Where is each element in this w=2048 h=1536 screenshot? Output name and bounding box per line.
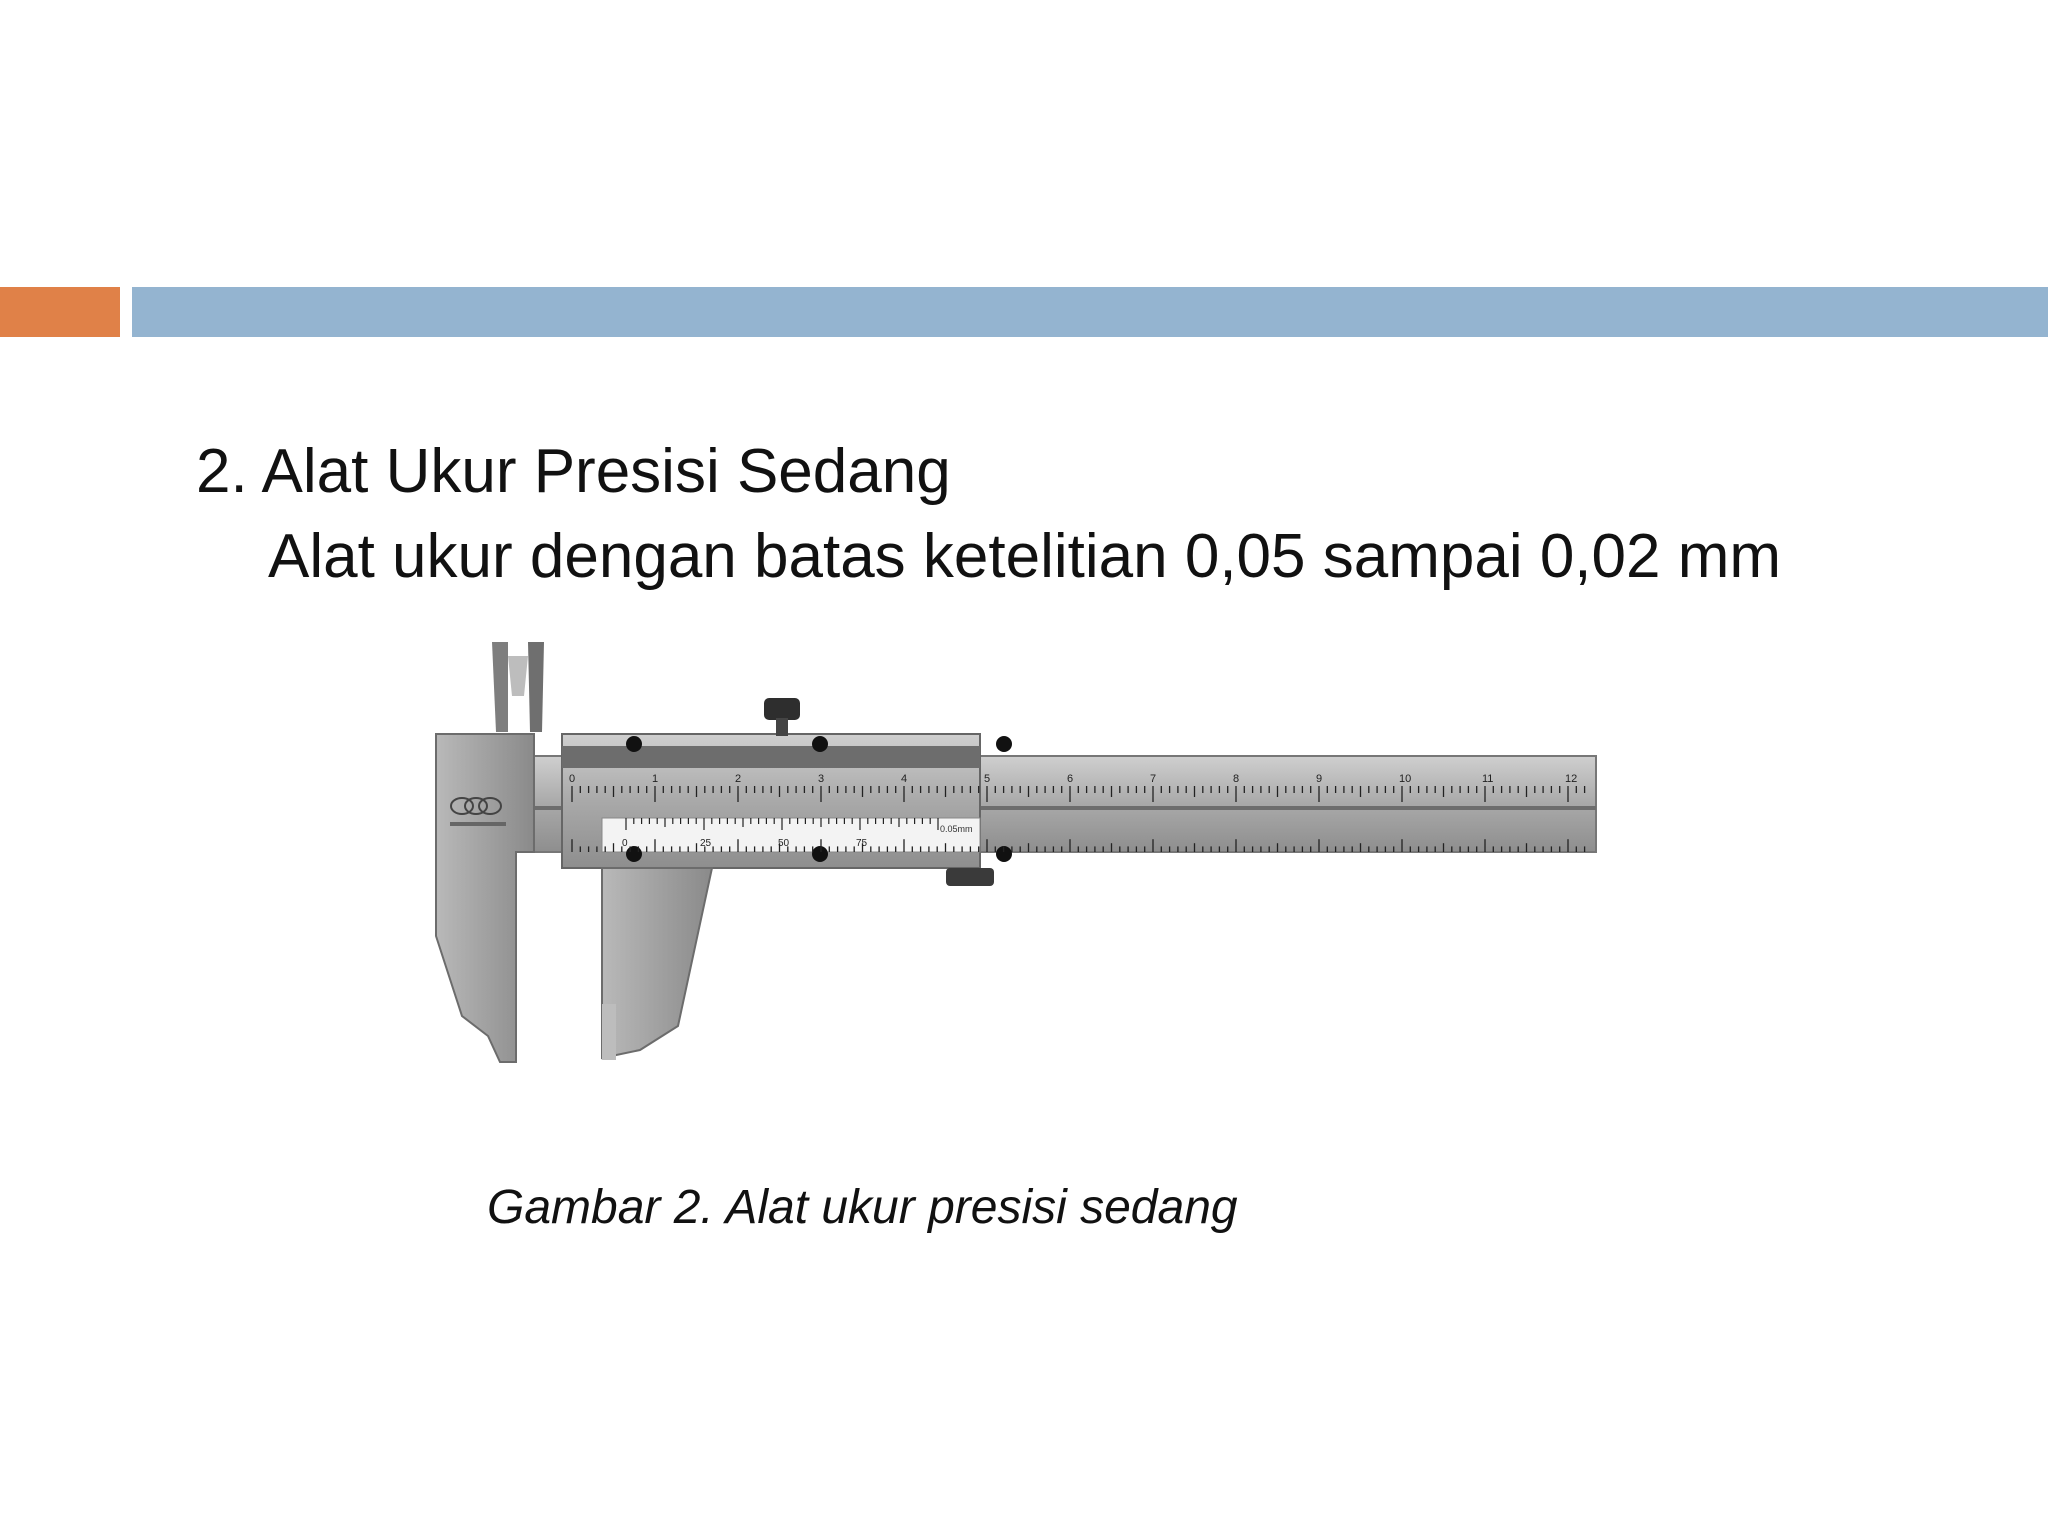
main-scale-label: 11 (1482, 773, 1494, 785)
main-scale-label: 2 (735, 773, 742, 785)
main-scale-label: 6 (1067, 773, 1074, 785)
main-scale-label: 0 (569, 773, 576, 785)
moving-jaw (602, 868, 712, 1058)
vernier-scale-plate (602, 818, 980, 852)
figure-caption: Gambar 2. Alat ukur presisi sedang (487, 1181, 1238, 1234)
inside-jaw-fixed (492, 642, 508, 732)
main-scale-label: 5 (984, 773, 991, 785)
thumb-screw (764, 698, 800, 720)
main-scale-label: 3 (818, 773, 825, 785)
inside-jaw-moving (528, 642, 544, 732)
slide-body-text: Alat ukur dengan batas ketelitian 0,05 sampai 0,02 mm (268, 522, 1782, 591)
slide-heading: 2. Alat Ukur Presisi Sedang (196, 437, 951, 506)
main-scale-label: 1 (652, 773, 659, 785)
main-scale-label: 8 (1233, 773, 1240, 785)
vernier-scale-label: 25 (700, 838, 712, 849)
vernier-caliper-drawing (412, 636, 1728, 1074)
main-scale-label: 12 (1565, 773, 1578, 785)
accent-bar-orange (0, 287, 120, 337)
main-scale-label: 7 (1150, 773, 1157, 785)
vernier-scale-label: 50 (778, 838, 790, 849)
vernier-precision-label: 0.05mm (940, 824, 973, 834)
vernier-scale-label: 75 (856, 838, 868, 849)
main-scale-label: 9 (1316, 773, 1323, 785)
accent-bar-blue (132, 287, 2048, 337)
vernier-scale-label: 0 (622, 838, 628, 849)
main-scale-label: 10 (1399, 773, 1412, 785)
fixed-jaw (436, 734, 534, 1062)
vernier-caliper-image (412, 636, 1728, 1074)
main-scale-label: 4 (901, 773, 908, 785)
